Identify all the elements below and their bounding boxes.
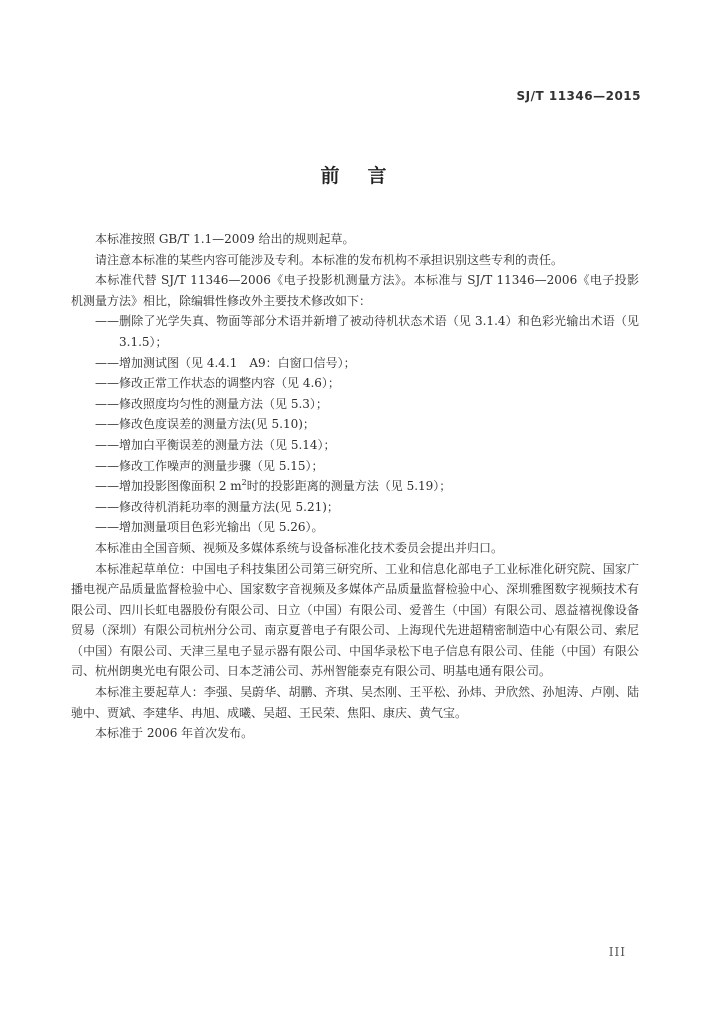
paragraph-drafters: 本标准主要起草人：李强、吴蔚华、胡鹏、齐琪、吴杰刚、王平松、孙炜、尹欣然、孙旭涛、卢刚、陆驰中、贾斌、李建华、冉旭、成曦、吴超、王民荣、焦阳、康庆、黄气宝。 [71, 685, 639, 720]
foreword-body [71, 229, 639, 744]
change-item-projection-distance [71, 476, 639, 497]
change-item-standby-power: ——修改待机消耗功率的测量方法(见 5.21)； [95, 499, 339, 514]
change-item-area-text-rest: 时的投影距离的测量方法（见 5.19）； [246, 479, 452, 494]
paragraph-replacement: 本标准代替 SJ/T 11346—2006《电子投影机测量方法》。本标准与 SJ/T 11346—2006《电子投影机测量方法》相比，除编辑性修改外主要技术修改如下： [71, 273, 639, 308]
paragraph-proposer: 本标准由全国音频、视频及多媒体系统与设备标准化技术委员会提出并归口。 [95, 540, 504, 555]
paragraph-drafting-units: 本标准起草单位：中国电子科技集团公司第三研究所、工业和信息化部电子工业标准化研究院、国家广播电视产品质量监督检验中心、国家数字音视频及多媒体产品质量监督检验中心、深圳雅图数字视频技术有限公司、四川长虹电器股份有限公司、日立（中国）有限公司、爱普生（中国）有限公司、恩益禧视像设备贸易（深圳）有限公司杭州分公司、南京夏普电子有限公司、上海现代先进超精密制造中心有限公司、索尼（中国）有限公司、天津三星电子显示器有限公司、中国华录松下电子信息有限公司、佳能（中国）有限公司、杭州朗奥光电有限公司、日本芝浦公司、苏州智能泰克有限公司、明基电通有限公司。 [71, 561, 639, 679]
change-item-test-pattern: ——增加测试图（见 4.4.1 A9：白窗口信号）； [95, 355, 356, 370]
paragraph-drafting-rules: 本标准按照 GB/T 1.1—2009 给出的规则起草。 [95, 232, 355, 246]
change-item-chromaticity-error: ——修改色度误差的测量方法(见 5.10)； [95, 417, 315, 432]
change-item-noise: ——修改工作噪声的测量步骤（见 5.15）； [95, 458, 324, 473]
change-item-white-balance: ——增加白平衡误差的测量方法（见 5.14）； [95, 437, 336, 452]
change-item-illuminance-uniformity: ——修改照度均匀性的测量方法（见 5.3）； [95, 396, 328, 411]
change-item-color-light-output: ——增加测量项目色彩光输出（见 5.26）。 [95, 520, 324, 535]
change-item-area-text: ——增加投影图像面积 2 m [95, 479, 242, 494]
standard-code: SJ/T 11346—2015 [516, 89, 641, 103]
change-item-normal-state: ——修改正常工作状态的调整内容（见 4.6）； [95, 376, 340, 391]
paragraph-first-publication: 本标准于 2006 年首次发布。 [95, 726, 254, 741]
superscript-two: 2 [241, 478, 247, 488]
page-number: III [608, 945, 626, 959]
change-item-terms: ——删除了光学失真、物面等部分术语并新增了被动待机状态术语（见 3.1.4）和色彩光输出术语（见 3.1.5）； [95, 314, 639, 349]
page-title: 前言 [320, 165, 415, 187]
paragraph-patent-notice: 请注意本标准的某些内容可能涉及专利。本标准的发布机构不承担识别这些专利的责任。 [95, 252, 564, 267]
